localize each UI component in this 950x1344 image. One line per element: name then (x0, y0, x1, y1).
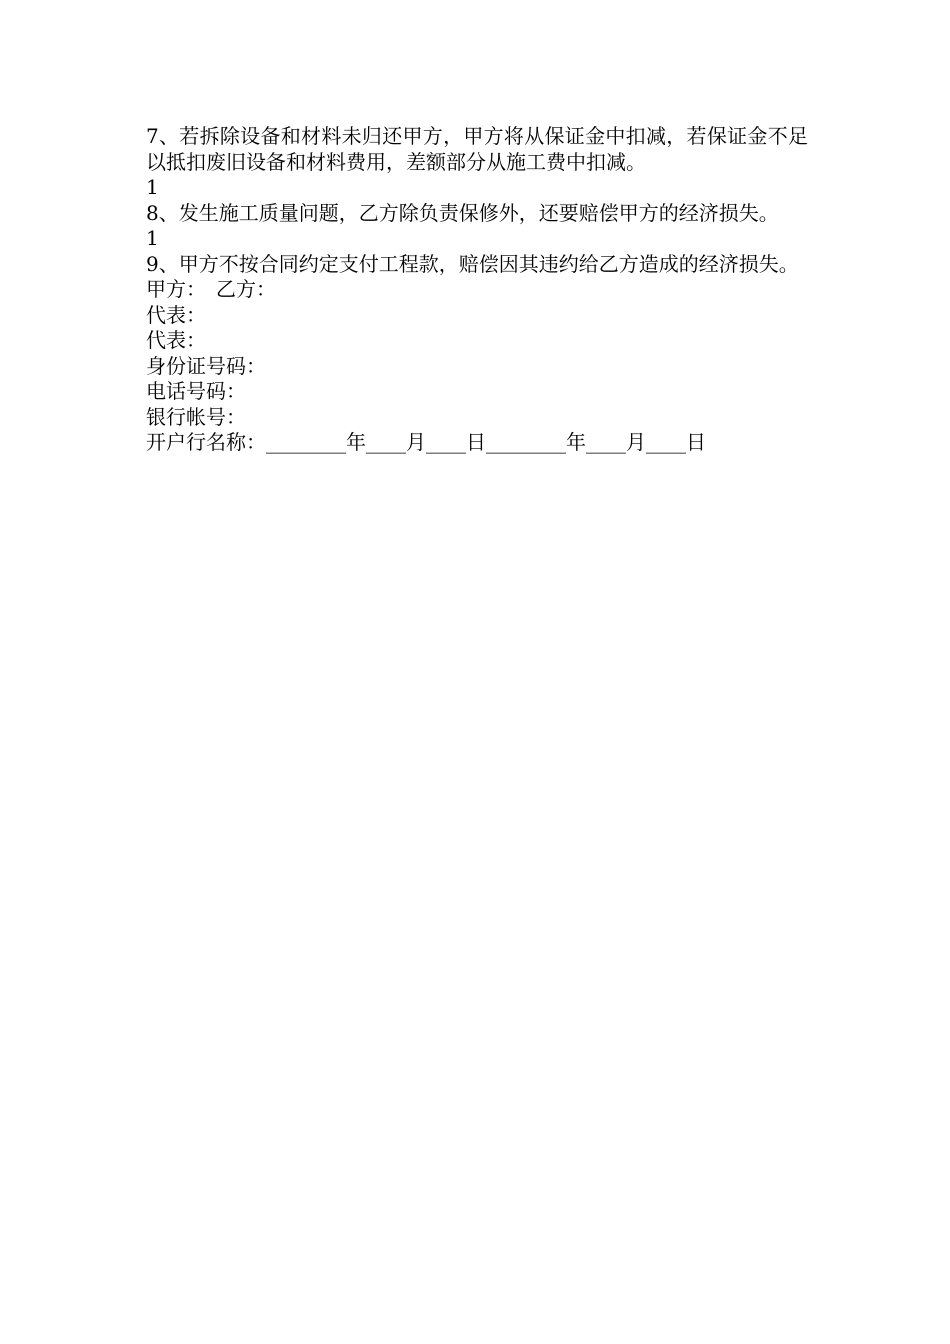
id-number-label: 身份证号码： (146, 353, 266, 378)
clause-8: 8、发生施工质量问题，乙方除负责保修外，还要赔偿甲方的经济损失。 (146, 200, 779, 225)
document-body (146, 124, 808, 456)
page-marker: 1 (146, 226, 159, 250)
bank-name-date-line: 开户行名称：________年____月____日________年____月____日 (146, 430, 706, 454)
clause-7: 7、若拆除设备和材料未归还甲方，甲方将从保证金中扣减，若保证金不足以抵扣废旧设备和材料费用，差额部分从施工费中扣减。 (146, 124, 808, 174)
clause-9: 9、甲方不按合同约定支付工程款，赔偿因其违约给乙方造成的经济损失。 (146, 251, 799, 276)
bank-account-label: 银行帐号： (146, 404, 246, 429)
phone-number-label: 电话号码： (146, 379, 246, 403)
representative-label: 代表： (146, 302, 206, 327)
page-marker: 1 (146, 175, 159, 199)
parties-label: 甲方： 乙方： (146, 277, 276, 301)
representative-label: 代表： (146, 328, 206, 352)
